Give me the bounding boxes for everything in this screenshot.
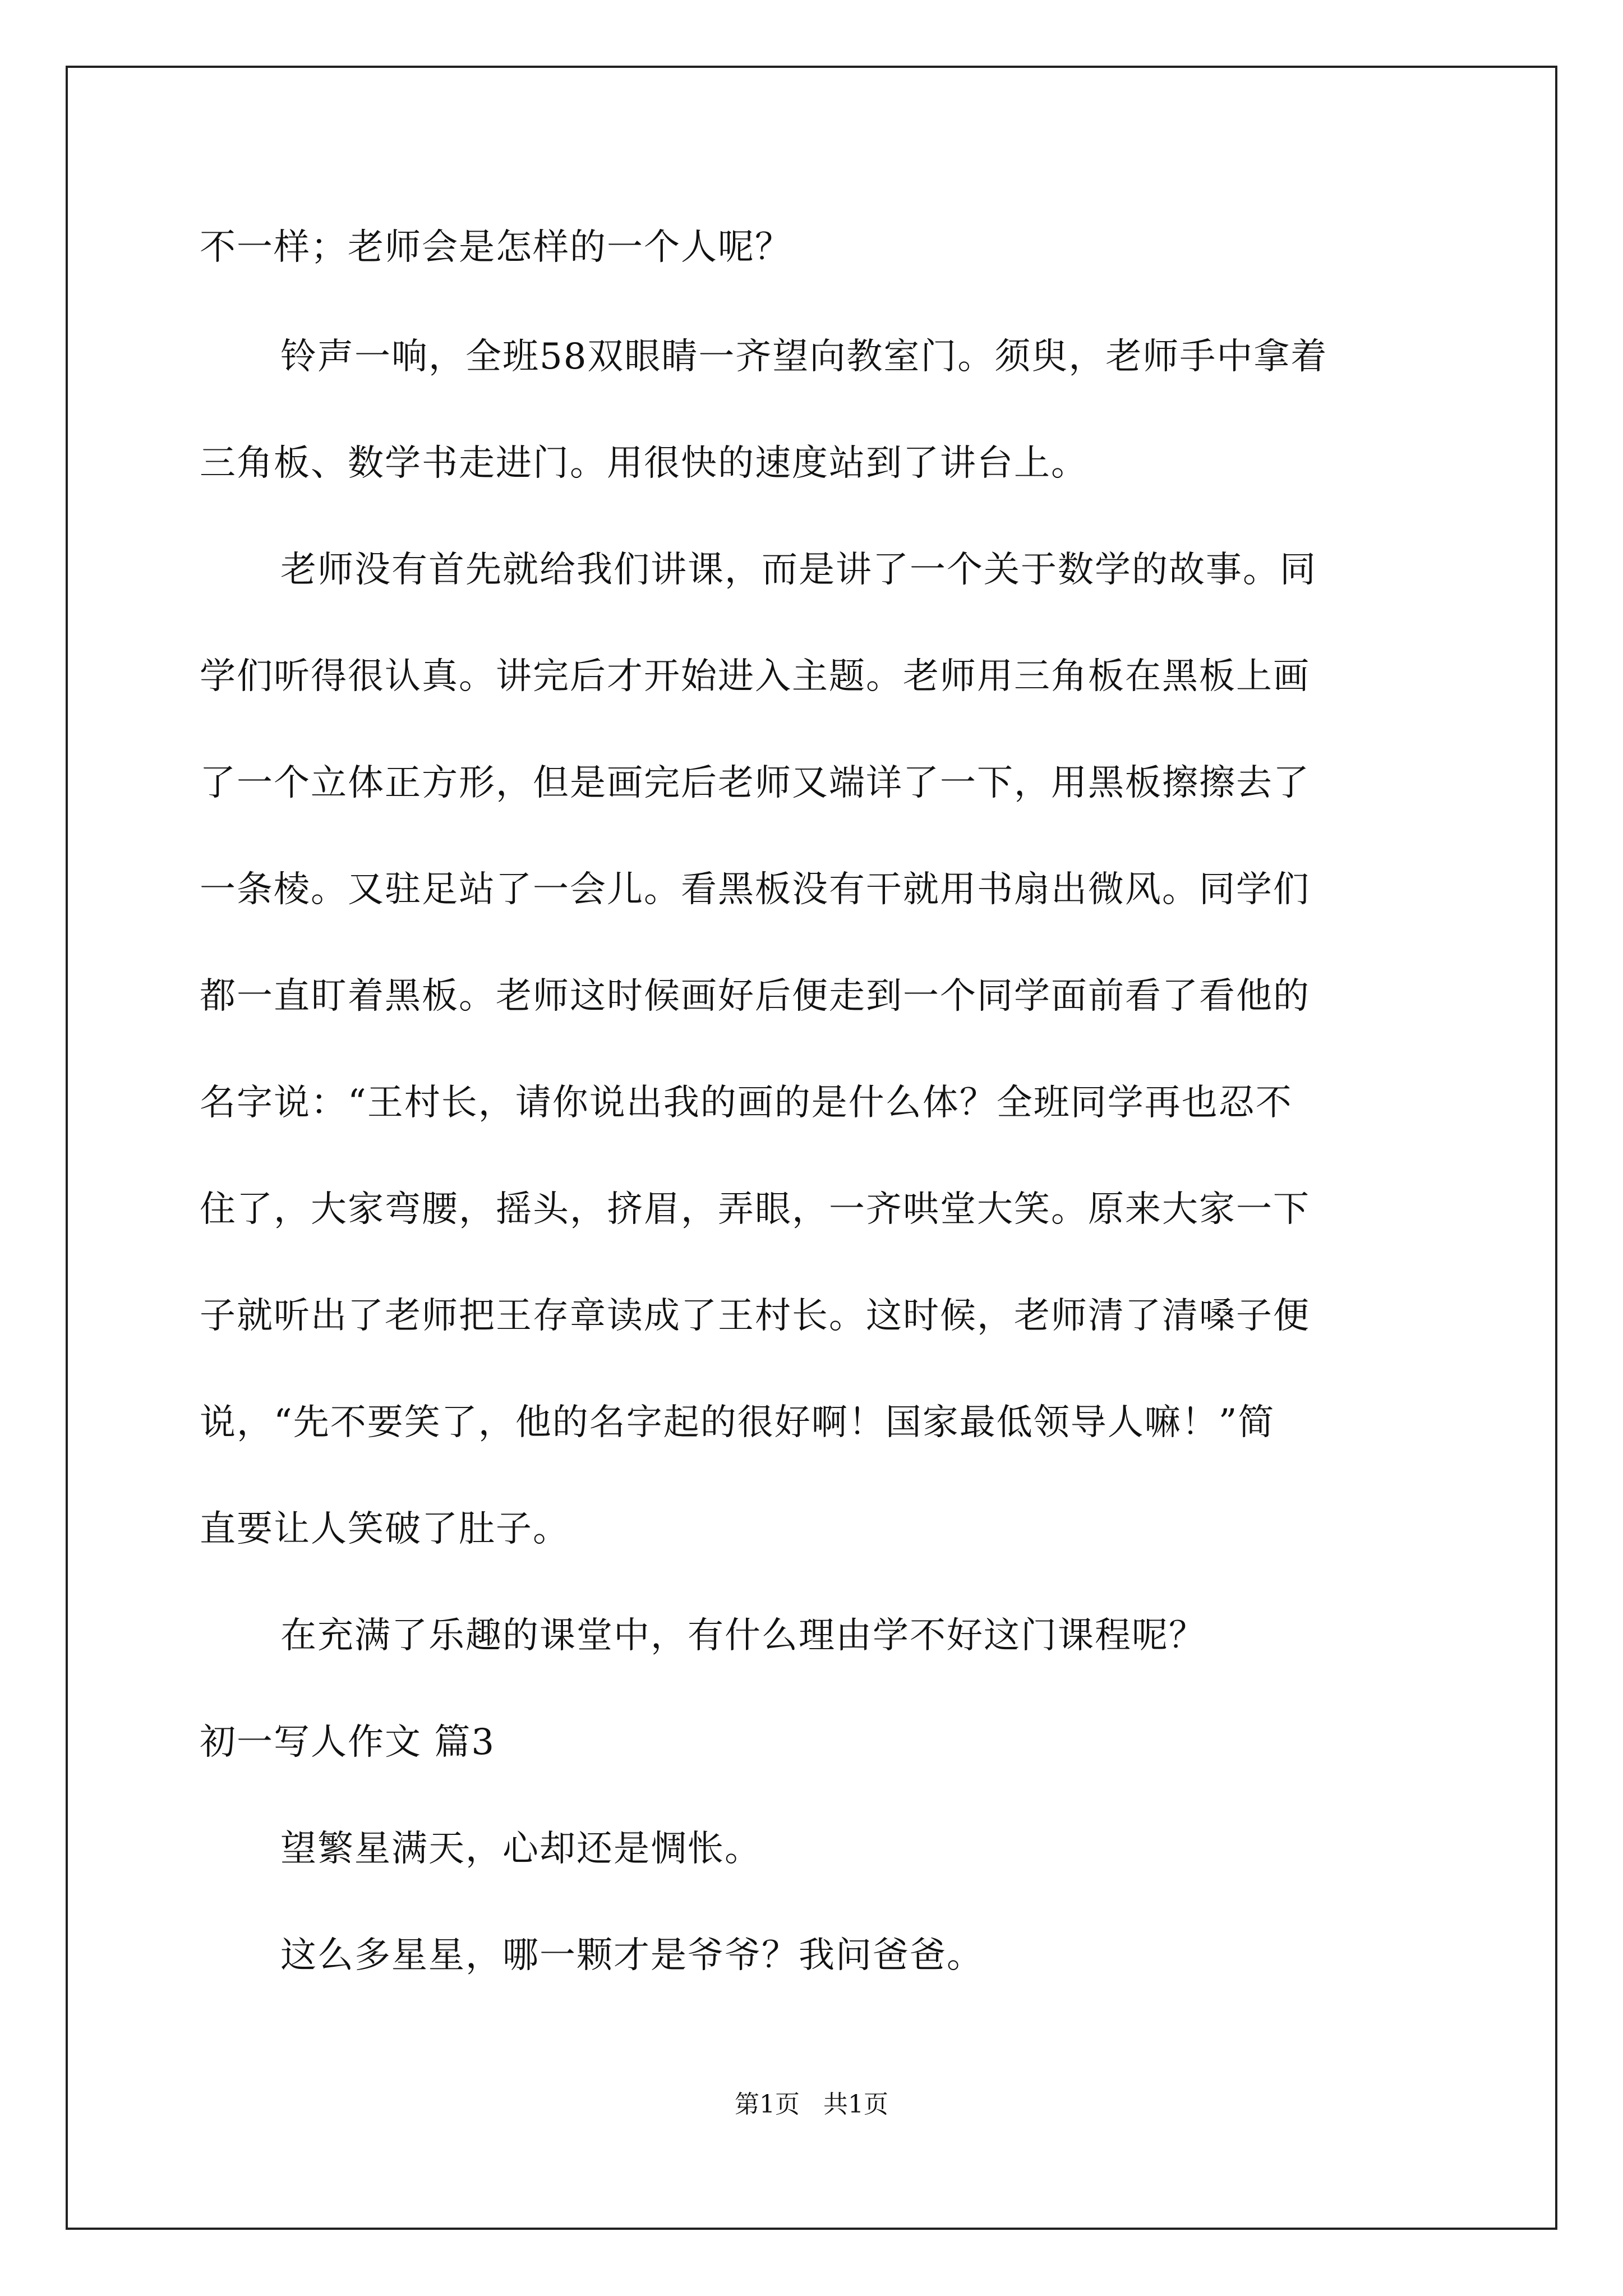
text-line: 名字说：“王村长，请你说出我的画的是什么体？全班同学再也忍不 bbox=[200, 1082, 1293, 1124]
text-line: 子就听出了老师把王存章读成了王村长。这时候，老师清了清嗓子便 bbox=[200, 1295, 1310, 1337]
paragraph-start: 望繁星满天，心却还是惆怅。 bbox=[280, 1828, 762, 1870]
page-footer: 第1页 共1页 bbox=[735, 2090, 888, 2119]
text-line: 说，“先不要笑了，他的名字起的很好啊！国家最低领导人嘛！”简 bbox=[200, 1402, 1275, 1443]
text-line: 三角板、数学书走进门。用很快的速度站到了讲台上。 bbox=[200, 443, 1088, 484]
text-line: 不一样；老师会是怎样的一个人呢？ bbox=[200, 227, 792, 268]
text-line: 学们听得很认真。讲完后才开始进入主题。老师用三角板在黑板上画 bbox=[200, 656, 1310, 697]
paragraph-start: 铃声一响，全班58双眼睛一齐望向教室门。须臾，老师手中拿着 bbox=[280, 336, 1328, 378]
section-heading: 初一写人作文 篇3 bbox=[200, 1722, 496, 1763]
page-border bbox=[66, 66, 1557, 2230]
paragraph-start: 在充满了乐趣的课堂中，有什么理由学不好这门课程呢？ bbox=[280, 1615, 1206, 1657]
text-line: 一条棱。又驻足站了一会儿。看黑板没有干就用书扇出微风。同学们 bbox=[200, 869, 1310, 910]
text-line: 直要让人笑破了肚子。 bbox=[200, 1508, 570, 1550]
paragraph-start: 老师没有首先就给我们讲课，而是讲了一个关于数学的故事。同 bbox=[280, 549, 1317, 591]
paragraph-start: 这么多星星，哪一颗才是爷爷？我问爸爸。 bbox=[280, 1935, 984, 1976]
text-line: 住了，大家弯腰，摇头，挤眉，弄眼，一齐哄堂大笑。原来大家一下 bbox=[200, 1189, 1310, 1230]
text-line: 都一直盯着黑板。老师这时候画好后便走到一个同学面前看了看他的 bbox=[200, 976, 1310, 1017]
text-line: 了一个立体正方形，但是画完后老师又端详了一下，用黑板擦擦去了 bbox=[200, 762, 1310, 804]
